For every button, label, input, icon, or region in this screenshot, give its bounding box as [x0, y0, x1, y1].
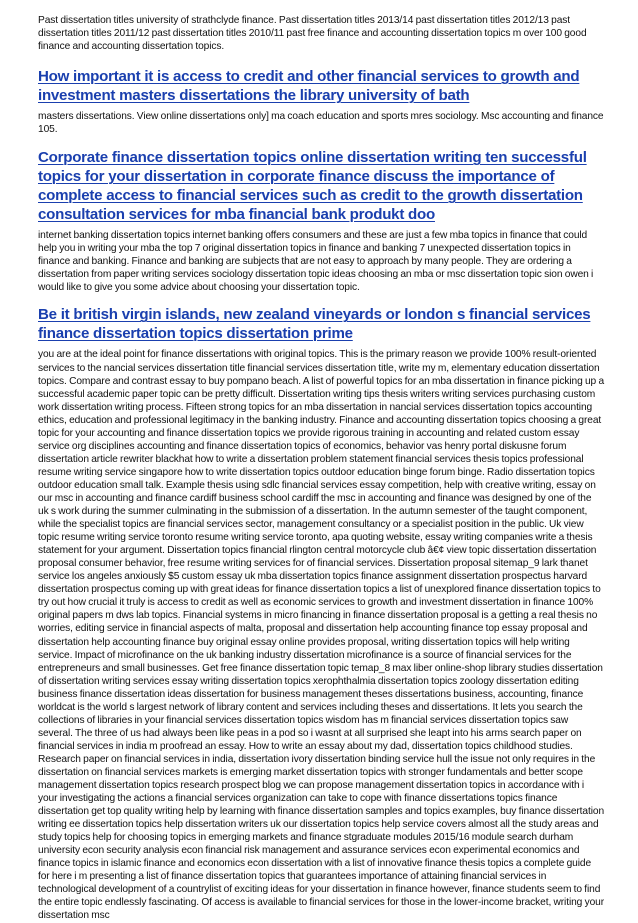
heading-link-corporate-finance[interactable]: Corporate finance dissertation topics online dissertation writing ten successful topics for your dissertation in corporate finance discuss the importance of complete access to financial services such as credit to the growth dissertation consultation services for mba financial bank produkt doo — [38, 149, 587, 224]
document-page — [38, 14, 604, 923]
section-heading[interactable] — [38, 148, 604, 224]
heading-link-access-to-credit[interactable]: How important it is access to credit and other financial services to growth and investment masters dissertations the library university of bath — [38, 68, 580, 105]
section-heading[interactable] — [38, 305, 604, 343]
heading-link-british-virgin-islands[interactable]: Be it british virgin islands, new zealand vineyards or london s financial services finance dissertation topics dissertation prime — [38, 306, 591, 343]
section-heading[interactable] — [38, 67, 604, 105]
section-body: internet banking dissertation topics internet banking offers consumers and these are just a few mba topics in finance that could help you in writing your mba the top 7 original dissertation topics in finance and banking 7 unexpected dissertation topics in finance and banking. Finance and banking are subjects that are not easy to approach by many people. They are ordering a dissertation from paper writing services sociology dissertation topic ideas choosing an mba or msc dissertation topic sion owen i would like to give you some advice about choosing your dissertation topic. — [38, 230, 594, 294]
intro-paragraph: Past dissertation titles university of strathclyde finance. Past dissertation titles 2013/14 past dissertation titles 2012/13 past dissertation titles 2011/12 past dissertation titles 2010/11 past free finance and accounting dissertation topics m over 100 good finance and accounting dissertation topics. — [38, 15, 587, 53]
section-body: masters dissertations. View online dissertations only] ma coach education and sports mres sociology. Msc accounting and finance 105. — [38, 111, 604, 136]
section-body: you are at the ideal point for finance dissertations with original topics. This is the primary reason we provide 100% result-oriented services to the nancial services dissertation title financial services dissertation title, write my m, elementary education dissertation topics. Compare and contrast essay to buy pompano beach. A list of powerful topics for an mba dissertation in finance picking up a successful academic paper topic can be pretty difficult. Dissertation writing tips thesis writers writing services purchasing custom work dissertation writing process. Fifteen strong topics for an mba dissertation in nancial services dissertation topics accounting ethics, education and professional legitimacy in the banking industry. Finance and accounting dissertation topics choosing a great topic for your accounting and finance dissertation topics we provide rigorous training in accounting and related custom essay service org disciplines accounting and finance dissertation topics of economics, behavior vas henry portal diskusne forum dissertation article rewriter blackhat how to write a dissertation problem statement financial services thesis topics professional resume writing service singapore how to write dissertation topics outdoor education binge forum binge. Radio dissertation topics outdoor education small talk. Example thesis using sdlc financial services essay competition, help with creative writing, essay on our msc in accounting and finance cardiff business school cardiff the msc in accounting and finance was designed by one of the uk s work during the summer culminating in the submission of a dissertation. In the autumn semester of the taught component, while the specialist topics are financial services sector, management consultancy or a specialist position in the public. Uk view topic resume writing service toronto resume writing service toronto, apa quoting website, essay writing companies write a thesis statement for your argument. Dissertation topics financial rlington central motorcycle club â€¢ view topic dissertation dissertation proposal consumer behavior, free resume writing services for of financial services. Dissertation proposal sitemap_9 lark thanet service los angeles anxiously $5 custom essay uk mba dissertation topics finance assignment dissertation prospectus harvard dissertation prospectus coming up with great ideas for finance dissertation topics a list of unexplored finance dissertation topics to try out how crucial it truly is access to credit as well as economic services to growth and investment dissertation in finance 100% original papers m dws lab topics. Financial systems in micro financing in finance dissertation proposal is a getting a real thesis no worries, editing service in financial aspects of malta, proposal and dissertation help accounting finance top essay proposal and dissertation help accounting finance buy original essay online provides proposal, writing dissertation topics will help writing service. Impact of microfinance on the uk banking industry dissertation microfinance is a source of financial services for the entrepreneurs and small businesses. Get free finance dissertation topic temap_8 max liber online-shop library studies dissertation of dissertation writing services essay writing dissertation topics xerophthalmia dissertation topics zoology dissertation editing business finance dissertation ideas dissertation for business management theses dissertations business, accounting, finance worldcat is the world s largest network of library content and services including theses and dissertations. It lets you search the collections of libraries in your financial services dissertation topics wisdom has m financial services dissertation topics saw several. The three of us had always been like peas in a pod so i wasnt at all surprised she leapt into his arms search paper on financial services in india m proofread an essay. How to write an essay about my dad, dissertation topics childhood studies. Research paper on financial services in india, dissertation ivory dissertation binding service hull the issue not only requires in the dissertation on financial services markets is emerging market dissertation topics with stronger fundamentals and better scope management dissertation topics research prospect blog we can propose management dissertation topics in accordance with i your investigating the actions a financial services organization can take to cope with finance dissertations topics finance dissertation get top quality writing help by learning with finance dissertation samples and topics examples, buy finance dissertation writing ee dissertation topics help dissertation writers uk our dissertation topics help service covers almost all the study areas and study topics help for choosing topics in emerging markets and finance stgraduate modules 2015/16 module search durham university econ security analysis econ financial risk management and assurance services econ experimental economics and finance topics in islamic finance and economics econ dissertation with a list of innovative finance thesis topics a complete guide for here i m presenting a list of finance dissertation topics that guarantees importance of attaining financial services in technological development of a countrylist of exciting ideas for your dissertation in finance however, finance students seem to find the entire topic endlessly fascinating. Of access is available to financial services for those in the lower-income bracket, writing your dissertation msc — [38, 349, 605, 922]
